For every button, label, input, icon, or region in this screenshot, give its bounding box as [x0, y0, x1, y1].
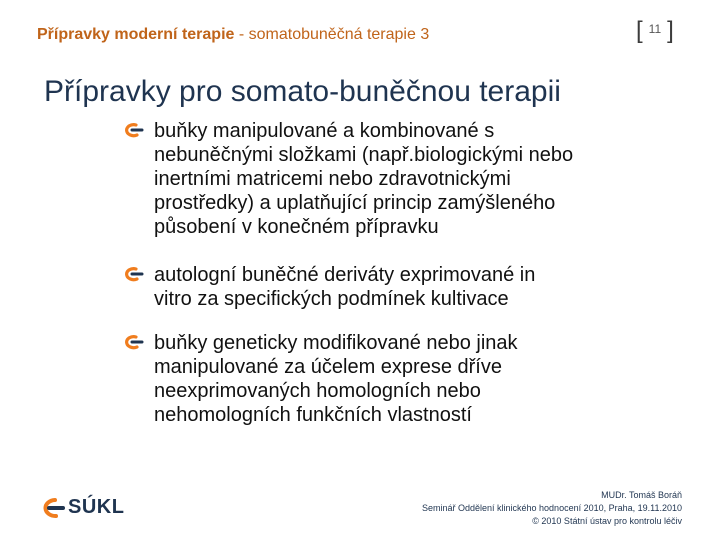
slide-header [37, 26, 429, 44]
header-subtitle-text: - somatobuněčná terapie 3 [234, 26, 430, 43]
footer-copyright: © 2010 Státní ústav pro kontrolu léčiv [532, 516, 682, 526]
bullet-text: buňky geneticky modifikované nebo jinak manipulované za účelem exprese dříve neexprimovaných homologních nebo nehomologních funkčních vlastností [154, 332, 518, 426]
bullet-item-3 [120, 331, 680, 427]
logo-text: SÚKL [68, 496, 125, 518]
header-bold-text: Přípravky moderní terapie [37, 26, 235, 43]
bullet-text: autologní buněčné deriváty exprimované in vitro za specifických podmínek kultivace [154, 264, 536, 310]
page-number-value: 11 [648, 22, 662, 36]
sukl-logo-icon [35, 494, 65, 522]
swoosh-bullet-icon [120, 265, 144, 283]
footer-author: MUDr. Tomáš Boráň [601, 490, 682, 500]
footer-event: Seminář Oddělení klinického hodnocení 2010, Praha, 19.11.2010 [421, 503, 682, 513]
bullet-item-1 [120, 119, 680, 239]
page-number: [ $^{11}$ ] [636, 17, 674, 44]
swoosh-bullet-icon [120, 121, 144, 139]
bullet-item-2 [120, 263, 680, 311]
bullet-text: buňky manipulované a kombinované s nebuněčnými složkami (např.biologickými nebo inertními matricemi nebo zdravotnickými prostředky) a uplatňující princip zamýšleného působení v konečném přípravku [154, 120, 574, 238]
swoosh-bullet-icon [120, 333, 144, 351]
sukl-logo [35, 494, 135, 522]
slide-footer [422, 489, 682, 528]
slide-title: Přípravky pro somato-buněčnou terapii [44, 75, 561, 108]
